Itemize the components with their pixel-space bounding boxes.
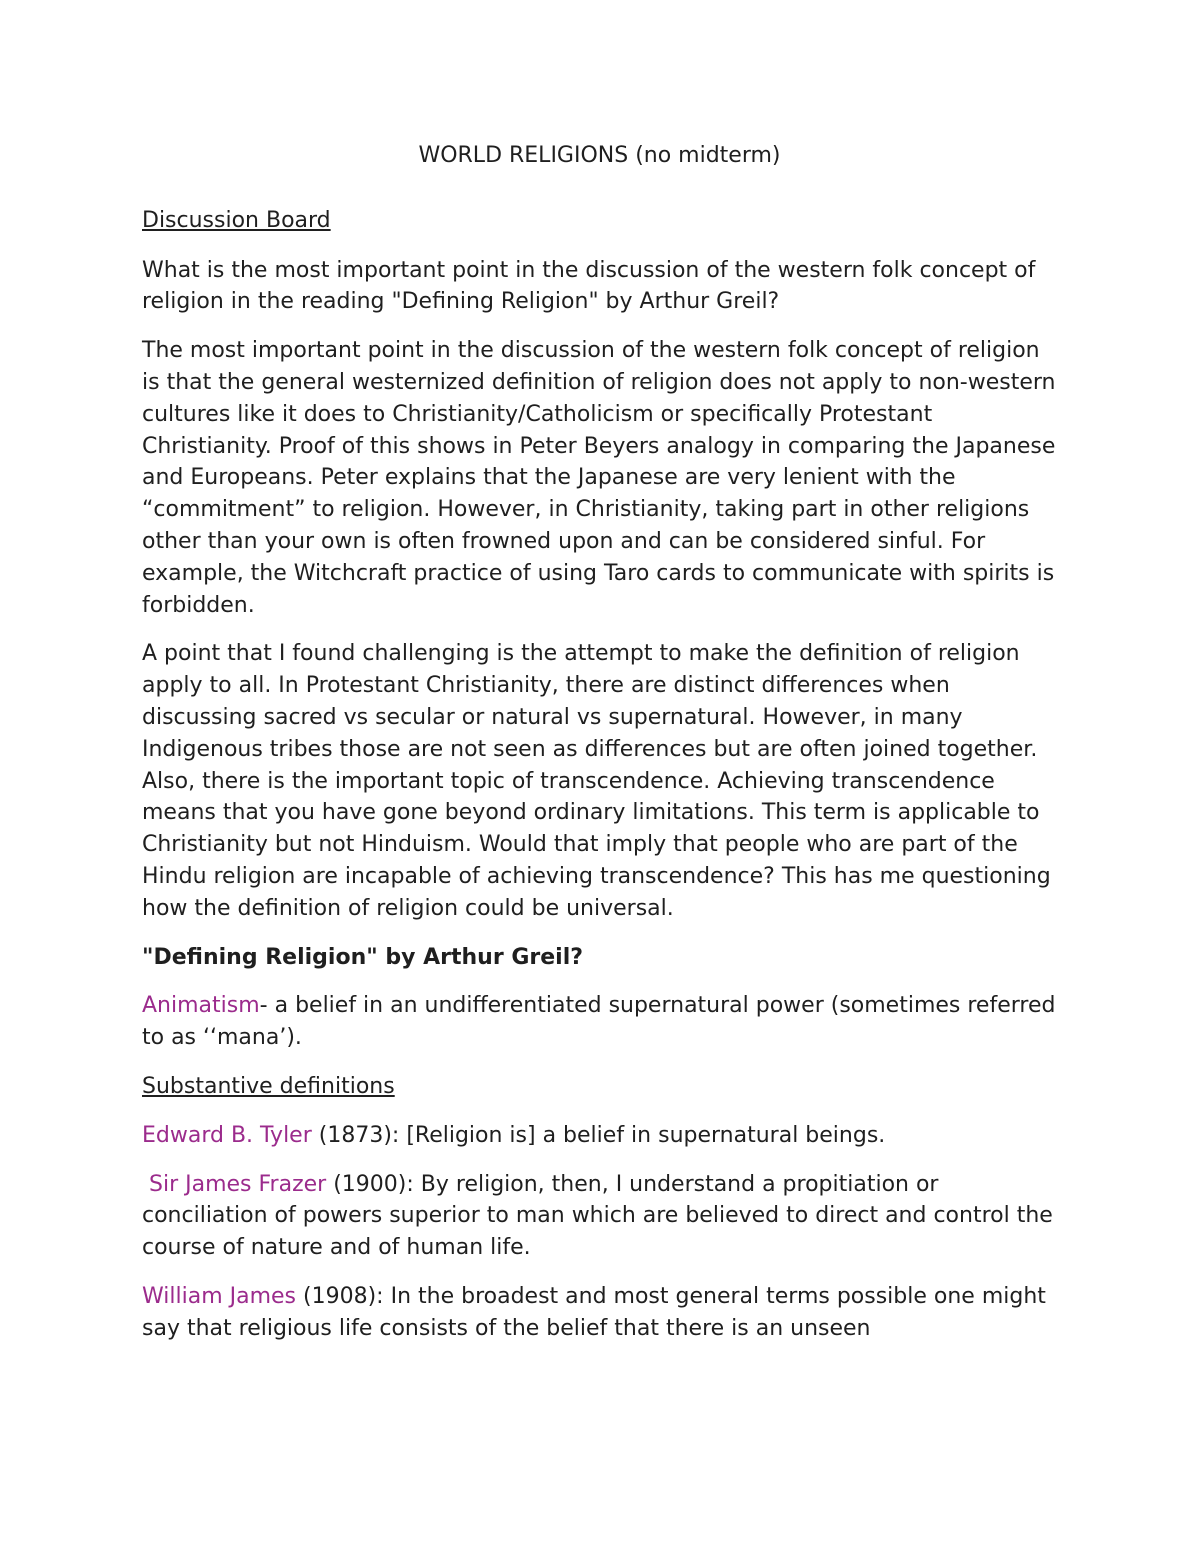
animatism-definition [142,990,1062,1054]
definition-text: (1908): In the broadest and most general terms possible one might say that religious life consists of the belief that there is an unseen [142,1283,1046,1341]
discussion-board-heading: Discussion Board [142,207,331,233]
author-name: William James [142,1283,297,1309]
document-title: WORLD RELIGIONS (no midterm) [418,143,781,168]
reading-heading: "Defining Religion" by Arthur Greil? [142,944,583,970]
document-content [142,140,1062,1345]
substantive-definitions-heading: Substantive definitions [142,1073,395,1099]
definition-tyler [142,1120,1062,1152]
animatism-term: Animatism [142,993,260,1019]
author-name: Sir James Frazer [149,1171,327,1197]
discussion-question: What is the most important point in the discussion of the western folk concept of religion in the reading "Defining Religion" by Arthur Greil? [142,257,1036,315]
answer-paragraph-2: A point that I found challenging is the attempt to make the definition of religion apply to all. In Protestant Christianity, there are distinct differences when discussing sacred vs secular or natural vs supernatural. However, in many Indigenous tribes those are not seen as differences but are often joined together. Also, there is the important topic of transcendence. Achieving transcendence means that you have gone beyond ordinary limitations. This term is applicable to Christianity but not Hinduism. Would that imply that people who are part of the Hindu religion are incapable of achieving transcendence? This has me questioning how the definition of religion could be universal. [142,641,1051,921]
answer-paragraph-1: The most important point in the discussion of the western folk concept of religion is that the general westernized definition of religion does not apply to non-western cultures like it does to Christianity/Catholicism or specifically Protestant Christianity. Proof of this shows in Peter Beyers analogy in comparing the Japanese and Europeans. Peter explains that the Japanese are very lenient with the “commitment” to religion. However, in Christianity, taking part in other religions other than your own is often frowned upon and can be considered sinful. For example, the Witchcraft practice of using Taro cards to communicate with spirits is forbidden. [142,338,1056,618]
definition-text: (1873): [Religion is] a belief in supernatural beings. [311,1122,886,1148]
definition-text: (1900): By religion, then, I understand a propitiation or conciliation of powers superior to man which are believed to direct and control the course of nature and of human life. [142,1171,1060,1261]
definition-prefix [142,1172,149,1197]
definition-james [142,1281,1062,1345]
animatism-text: - a belief in an undifferentiated supernatural power (sometimes referred to as ‘‘mana’). [142,993,1056,1051]
definition-frazer [142,1169,1062,1264]
author-name: Edward B. Tyler [142,1122,312,1148]
